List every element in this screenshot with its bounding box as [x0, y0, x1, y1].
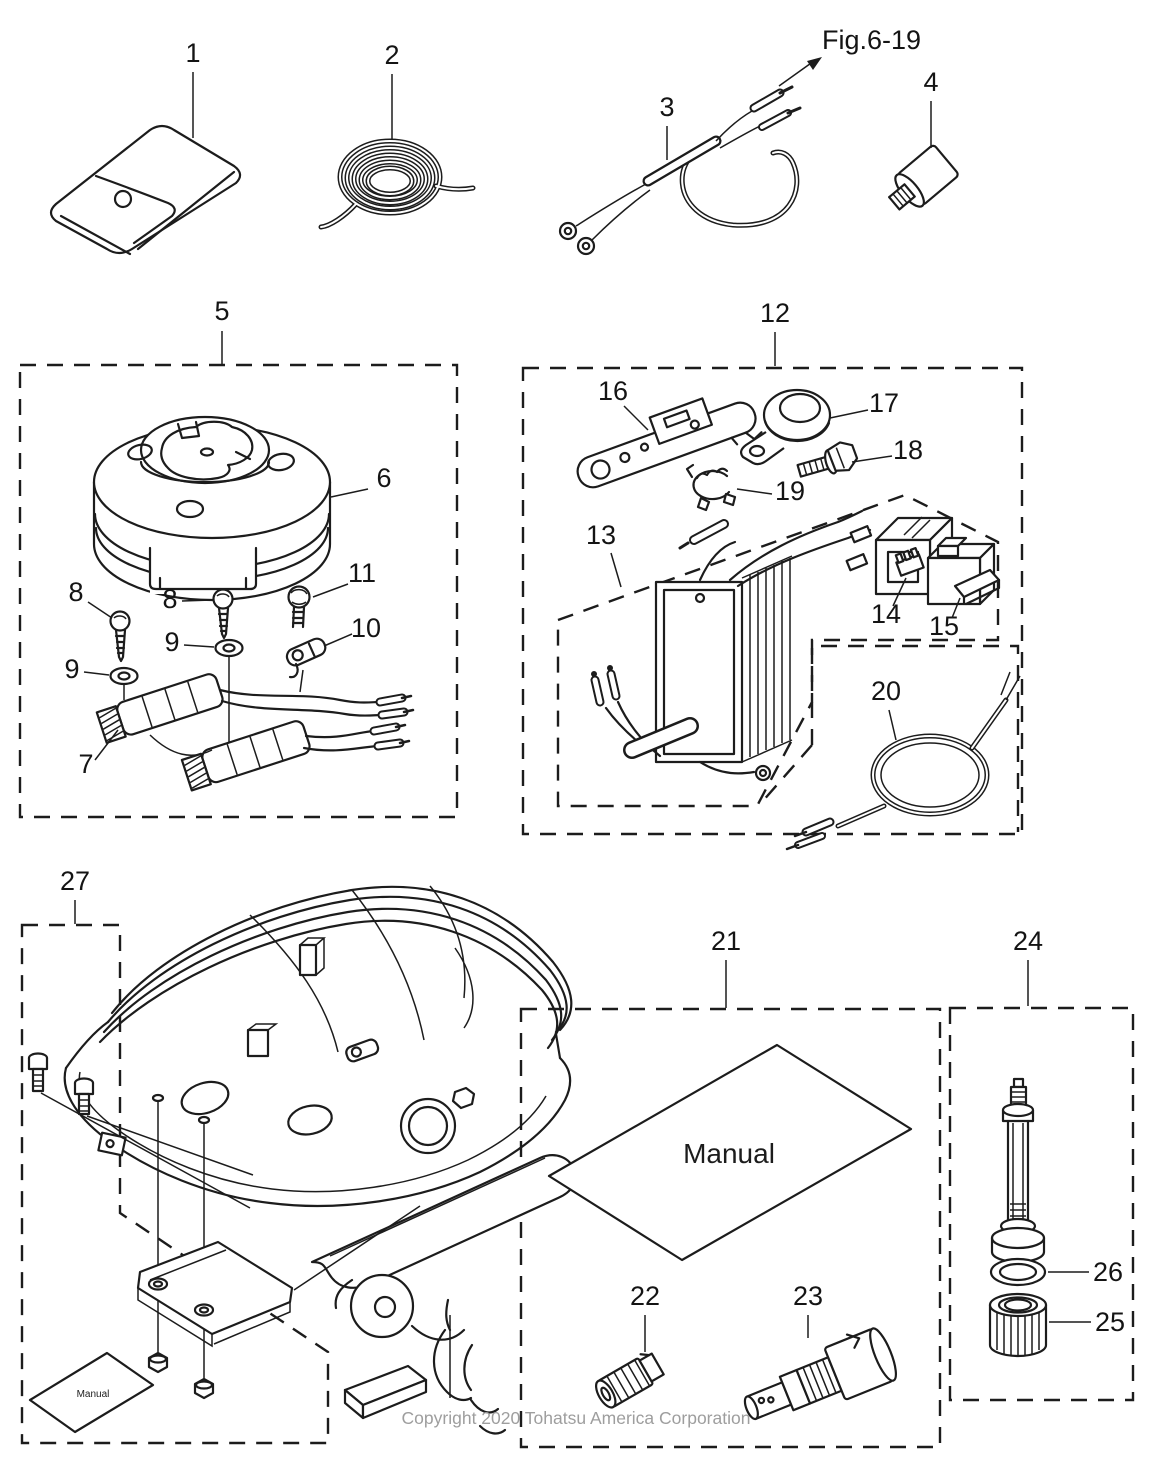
callout-8-left: 8 [68, 577, 84, 607]
part-6-flywheel [94, 417, 330, 600]
callout-8-center: 8 [162, 584, 178, 614]
fig-reference-label: Fig.6-19 [822, 25, 922, 55]
part-8-screw-left [111, 612, 130, 662]
part-3-wire-harness [560, 57, 822, 254]
part-9-washer-left [111, 668, 138, 700]
callout-7: 7 [78, 749, 94, 779]
part-2-spring [321, 141, 473, 227]
callout-9-center: 9 [164, 627, 180, 657]
part-27-bolts [29, 1054, 253, 1209]
part-25-cap-nut [990, 1294, 1046, 1356]
group-box-27 [22, 925, 328, 1443]
part-11-bolt [289, 587, 310, 628]
part-10-clamp [284, 636, 327, 692]
callout-15: 15 [928, 611, 960, 641]
callout-11: 11 [347, 558, 377, 588]
bottom-cowl-drawing [65, 886, 576, 1433]
callout-17: 17 [868, 388, 900, 418]
callout-1: 1 [185, 38, 201, 68]
callout-9-left: 9 [64, 654, 80, 684]
part-17-clamp [741, 390, 830, 464]
callout-16: 16 [597, 376, 629, 406]
callout-10: 10 [350, 613, 382, 643]
callout-6: 6 [376, 463, 392, 493]
manual-book-label: Manual [683, 1138, 775, 1169]
part-13-rectifier-assembly [591, 511, 952, 780]
nut-a [149, 1353, 167, 1372]
callout-22: 22 [629, 1281, 661, 1311]
callout-20: 20 [870, 676, 902, 706]
manual-note-label: Manual [76, 1389, 110, 1400]
part-19-clip [687, 465, 735, 510]
part-23-tool [735, 1322, 901, 1436]
part-24-grease-tube [992, 1079, 1044, 1262]
callout-2: 2 [384, 40, 400, 70]
callout-21: 21 [710, 926, 742, 956]
callout-23: 23 [792, 1281, 824, 1311]
callout-19: 19 [774, 476, 806, 506]
callout-4: 4 [923, 67, 939, 97]
copyright-notice: Copyright 2020 Tohatsu America Corporation [401, 1408, 751, 1428]
callout-26: 26 [1092, 1257, 1124, 1287]
manual-book [549, 1045, 911, 1260]
part-4-adapter [881, 144, 959, 218]
part-26-o-ring [991, 1259, 1045, 1285]
part-8-screw-center [214, 590, 233, 639]
callout-12: 12 [759, 298, 791, 328]
callout-3: 3 [659, 92, 675, 122]
manual-note-book [30, 1353, 153, 1432]
part-20-wire [787, 672, 1020, 849]
part-7-ignition-coils [96, 672, 413, 790]
callout-27: 27 [59, 866, 91, 896]
callout-24: 24 [1012, 926, 1044, 956]
callout-13: 13 [585, 520, 617, 550]
part-1-tool-pouch [51, 126, 240, 254]
callout-14: 14 [870, 599, 902, 629]
nut-b [195, 1379, 213, 1398]
part-22-plug [591, 1349, 665, 1410]
callout-18: 18 [892, 435, 924, 465]
callout-5: 5 [214, 296, 230, 326]
callout-25: 25 [1094, 1307, 1126, 1337]
part-15-relay [928, 538, 999, 604]
